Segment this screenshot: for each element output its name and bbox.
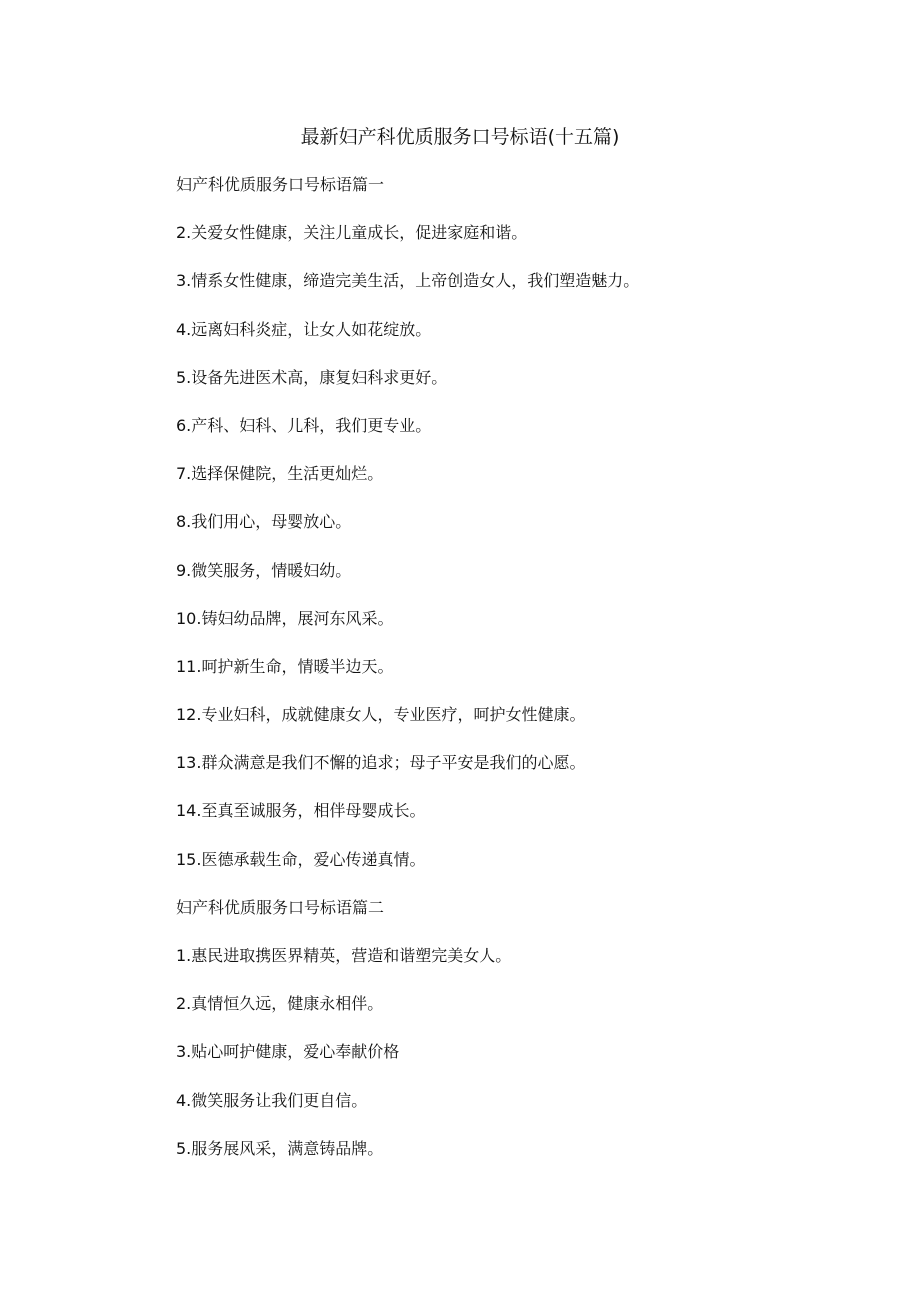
list-item: 14.至真至诚服务，相伴母婴成长。	[176, 801, 426, 821]
list-item: 13.群众满意是我们不懈的追求；母子平安是我们的心愿。	[176, 753, 586, 773]
section-heading-1: 妇产科优质服务口号标语篇一	[176, 175, 385, 194]
list-item: 15.医德承载生命，爱心传递真情。	[176, 849, 426, 869]
list-item: 4.微笑服务让我们更自信。	[176, 1090, 368, 1110]
list-item: 5.设备先进医术高，康复妇科求更好。	[176, 367, 448, 387]
list-item: 4.远离妇科炎症，让女人如花绽放。	[176, 319, 432, 339]
list-item: 3.贴心呵护健康，爱心奉献价格	[176, 1042, 400, 1062]
list-item: 2.真情恒久远，健康永相伴。	[176, 994, 384, 1014]
list-item: 1.惠民进取携医界精英，营造和谐塑完美女人。	[176, 946, 512, 965]
list-item: 12.专业妇科，成就健康女人，专业医疗，呵护女性健康。	[176, 705, 586, 725]
list-item: 6.产科、妇科、儿科，我们更专业。	[176, 415, 432, 435]
list-item: 3.情系女性健康，缔造完美生活，上帝创造女人，我们塑造魅力。	[176, 271, 640, 291]
list-item: 9.微笑服务，情暖妇幼。	[176, 560, 352, 580]
list-item: 8.我们用心，母婴放心。	[176, 512, 352, 532]
list-item: 5.服务展风采，满意铸品牌。	[176, 1138, 384, 1158]
document-title: 最新妇产科优质服务口号标语(十五篇)	[300, 126, 620, 148]
list-item: 2.关爱女性健康，关注儿童成长，促进家庭和谐。	[176, 223, 528, 243]
list-item: 11.呵护新生命，情暖半边天。	[176, 656, 394, 676]
document-body	[176, 170, 876, 1182]
list-item: 7.选择保健院，生活更灿烂。	[176, 464, 384, 484]
list-item: 10.铸妇幼品牌，展河东风采。	[176, 608, 394, 628]
section-heading-2: 妇产科优质服务口号标语篇二	[176, 897, 385, 917]
